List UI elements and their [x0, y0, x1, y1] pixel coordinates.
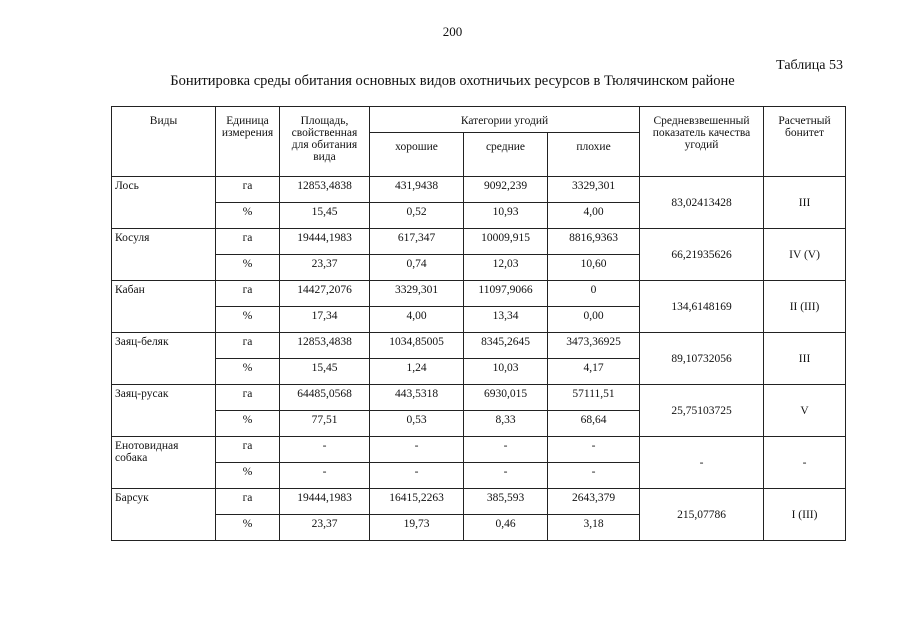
unit-cell: га — [216, 333, 280, 359]
weighted-cell: 89,10732056 — [640, 333, 764, 385]
medium-cell: 12,03 — [464, 255, 548, 281]
poor-cell: 3473,36925 — [548, 333, 640, 359]
table-row — [112, 177, 846, 203]
poor-cell: 4,17 — [548, 359, 640, 385]
area-cell: 14427,2076 — [280, 281, 370, 307]
poor-cell: 3329,301 — [548, 177, 640, 203]
table-row — [112, 229, 846, 255]
species-cell: Заяц-беляк — [112, 333, 216, 385]
species-cell: Енотовидная собака — [112, 437, 216, 489]
header-area: Площадь, свойственная для обитания вида — [280, 107, 370, 177]
area-cell: 77,51 — [280, 411, 370, 437]
poor-cell: 10,60 — [548, 255, 640, 281]
header-weighted: Средневзвешенный показатель качества угодий — [640, 107, 764, 177]
bonitet-cell: IV (V) — [764, 229, 846, 281]
area-cell: 12853,4838 — [280, 333, 370, 359]
header-bonitet: Расчетный бонитет — [764, 107, 846, 177]
good-cell: 4,00 — [370, 307, 464, 333]
area-cell: 12853,4838 — [280, 177, 370, 203]
medium-cell: 0,46 — [464, 515, 548, 541]
good-cell: 431,9438 — [370, 177, 464, 203]
area-cell: 19444,1983 — [280, 229, 370, 255]
area-cell: 19444,1983 — [280, 489, 370, 515]
table-row — [112, 489, 846, 515]
unit-cell: % — [216, 463, 280, 489]
medium-cell: 10,03 — [464, 359, 548, 385]
unit-cell: % — [216, 359, 280, 385]
good-cell: 0,53 — [370, 411, 464, 437]
unit-cell: га — [216, 489, 280, 515]
header-medium: средние — [464, 133, 548, 177]
medium-cell: 8345,2645 — [464, 333, 548, 359]
weighted-cell: 83,02413428 — [640, 177, 764, 229]
unit-cell: % — [216, 411, 280, 437]
poor-cell: 57111,51 — [548, 385, 640, 411]
species-cell: Косуля — [112, 229, 216, 281]
table-title: Бонитировка среды обитания основных видов охотничьих ресурсов в Тюлячинском районе — [170, 73, 735, 89]
good-cell: 16415,2263 — [370, 489, 464, 515]
weighted-cell: 25,75103725 — [640, 385, 764, 437]
medium-cell: 385,593 — [464, 489, 548, 515]
poor-cell: 0,00 — [548, 307, 640, 333]
poor-cell: 0 — [548, 281, 640, 307]
bonitet-cell: I (III) — [764, 489, 846, 541]
medium-cell: 10,93 — [464, 203, 548, 229]
poor-cell: - — [548, 463, 640, 489]
header-unit: Единица измерения — [216, 107, 280, 177]
medium-cell: - — [464, 437, 548, 463]
poor-cell: 2643,379 — [548, 489, 640, 515]
header-species: Виды — [112, 107, 216, 177]
medium-cell: 6930,015 — [464, 385, 548, 411]
table-row — [112, 385, 846, 411]
species-cell: Заяц-русак — [112, 385, 216, 437]
bonitet-table — [111, 106, 846, 541]
weighted-cell: 66,21935626 — [640, 229, 764, 281]
medium-cell: 13,34 — [464, 307, 548, 333]
table-row — [112, 437, 846, 463]
poor-cell: 3,18 — [548, 515, 640, 541]
unit-cell: % — [216, 255, 280, 281]
unit-cell: га — [216, 281, 280, 307]
area-cell: 15,45 — [280, 359, 370, 385]
good-cell: 3329,301 — [370, 281, 464, 307]
good-cell: - — [370, 437, 464, 463]
weighted-cell: 134,6148169 — [640, 281, 764, 333]
good-cell: 0,52 — [370, 203, 464, 229]
bonitet-cell: II (III) — [764, 281, 846, 333]
header-poor: плохие — [548, 133, 640, 177]
medium-cell: 10009,915 — [464, 229, 548, 255]
bonitet-cell: III — [764, 333, 846, 385]
good-cell: - — [370, 463, 464, 489]
poor-cell: - — [548, 437, 640, 463]
good-cell: 1034,85005 — [370, 333, 464, 359]
area-cell: 23,37 — [280, 515, 370, 541]
poor-cell: 4,00 — [548, 203, 640, 229]
table-row — [112, 333, 846, 359]
header-good: хорошие — [370, 133, 464, 177]
good-cell: 1,24 — [370, 359, 464, 385]
weighted-cell: 215,07786 — [640, 489, 764, 541]
bonitet-cell: V — [764, 385, 846, 437]
area-cell: 23,37 — [280, 255, 370, 281]
area-cell: 15,45 — [280, 203, 370, 229]
good-cell: 443,5318 — [370, 385, 464, 411]
area-cell: 64485,0568 — [280, 385, 370, 411]
unit-cell: га — [216, 229, 280, 255]
good-cell: 617,347 — [370, 229, 464, 255]
header-categories: Категории угодий — [370, 107, 640, 133]
good-cell: 19,73 — [370, 515, 464, 541]
page-number: 200 — [442, 24, 463, 39]
bonitet-cell: III — [764, 177, 846, 229]
medium-cell: 8,33 — [464, 411, 548, 437]
unit-cell: % — [216, 203, 280, 229]
unit-cell: га — [216, 437, 280, 463]
area-cell: - — [280, 437, 370, 463]
unit-cell: га — [216, 177, 280, 203]
species-cell: Барсук — [112, 489, 216, 541]
weighted-cell: - — [640, 437, 764, 489]
medium-cell: - — [464, 463, 548, 489]
table-label: Таблица 53 — [776, 58, 843, 73]
unit-cell: % — [216, 307, 280, 333]
unit-cell: га — [216, 385, 280, 411]
medium-cell: 9092,239 — [464, 177, 548, 203]
area-cell: 17,34 — [280, 307, 370, 333]
poor-cell: 68,64 — [548, 411, 640, 437]
good-cell: 0,74 — [370, 255, 464, 281]
species-cell: Кабан — [112, 281, 216, 333]
unit-cell: % — [216, 515, 280, 541]
table-row — [112, 281, 846, 307]
area-cell: - — [280, 463, 370, 489]
poor-cell: 8816,9363 — [548, 229, 640, 255]
bonitet-cell: - — [764, 437, 846, 489]
species-cell: Лось — [112, 177, 216, 229]
medium-cell: 11097,9066 — [464, 281, 548, 307]
